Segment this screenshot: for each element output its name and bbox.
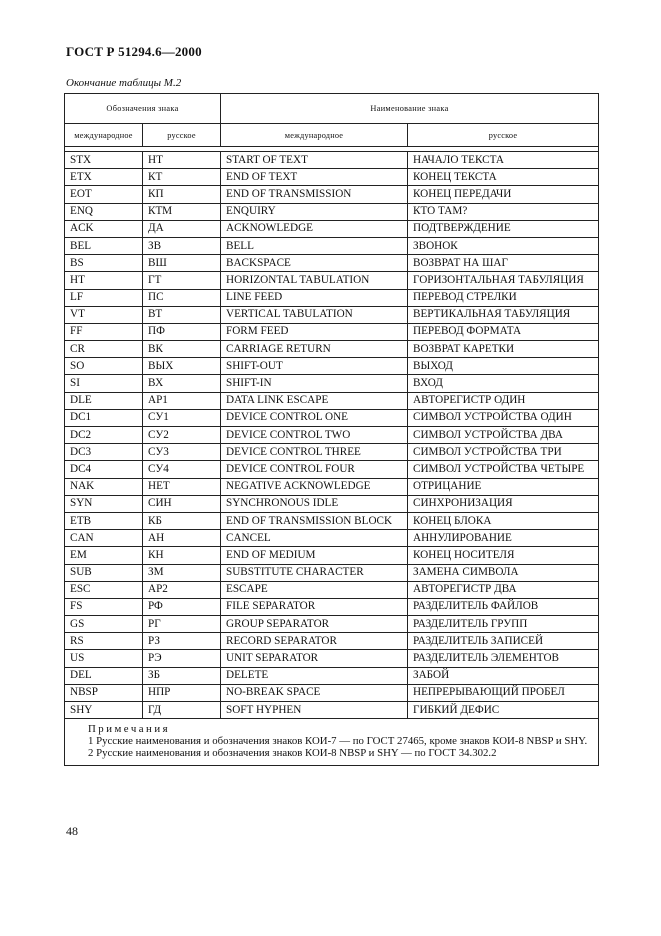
- table-row: [65, 461, 599, 478]
- note-item-2: 2 Русские наименования и обозначения знаков КОИ-8 NBSP и SHY — по ГОСТ 34.302.2: [88, 747, 497, 760]
- table-row: [65, 409, 599, 426]
- intl-name-cell: DEVICE CONTROL FOUR: [221, 461, 408, 478]
- intl-name-cell: ENQUIRY: [221, 203, 408, 220]
- ru-designation-cell: ПС: [143, 289, 221, 306]
- table-row: [65, 512, 599, 529]
- ru-designation-cell: КТ: [143, 169, 221, 186]
- ru-name-header: русское: [408, 124, 599, 147]
- table-row: [65, 392, 599, 409]
- ru-designation-cell: СУ1: [143, 409, 221, 426]
- ru-name-cell: ПЕРЕВОД СТРЕЛКИ: [408, 289, 599, 306]
- table-row: [65, 306, 599, 323]
- intl-name-cell: UNIT SEPARATOR: [221, 650, 408, 667]
- intl-designation-cell: ENQ: [65, 203, 143, 220]
- intl-name-cell: CARRIAGE RETURN: [221, 341, 408, 358]
- intl-designation-cell: BS: [65, 255, 143, 272]
- ru-name-cell: ГИБКИЙ ДЕФИС: [408, 702, 599, 719]
- intl-designation-header: международное: [65, 124, 143, 147]
- intl-name-cell: NEGATIVE ACKNOWLEDGE: [221, 478, 408, 495]
- ru-name-cell: КОНЕЦ БЛОКА: [408, 512, 599, 529]
- intl-name-cell: SOFT HYPHEN: [221, 702, 408, 719]
- table-row: [65, 684, 599, 701]
- document-header: ГОСТ Р 51294.6—2000: [66, 44, 202, 59]
- intl-designation-cell: ESC: [65, 581, 143, 598]
- ru-name-cell: СИМВОЛ УСТРОЙСТВА ОДИН: [408, 409, 599, 426]
- intl-designation-cell: US: [65, 650, 143, 667]
- intl-designation-cell: ETX: [65, 169, 143, 186]
- ru-name-cell: КОНЕЦ НОСИТЕЛЯ: [408, 547, 599, 564]
- intl-name-header: международное: [221, 124, 408, 147]
- ru-designation-cell: НТ: [143, 152, 221, 169]
- ru-designation-cell: НЕТ: [143, 478, 221, 495]
- ru-name-cell: НАЧАЛО ТЕКСТА: [408, 152, 599, 169]
- intl-designation-cell: CR: [65, 341, 143, 358]
- intl-designation-cell: SUB: [65, 564, 143, 581]
- ru-designation-cell: КТМ: [143, 203, 221, 220]
- intl-name-cell: FORM FEED: [221, 323, 408, 340]
- table-group-header-row: [65, 94, 599, 124]
- table-row: [65, 169, 599, 186]
- table-row: [65, 341, 599, 358]
- intl-name-cell: BELL: [221, 237, 408, 254]
- table-row: [65, 323, 599, 340]
- intl-designation-cell: VT: [65, 306, 143, 323]
- intl-name-cell: DELETE: [221, 667, 408, 684]
- table-row: [65, 152, 599, 169]
- ru-name-cell: РАЗДЕЛИТЕЛЬ ЗАПИСЕЙ: [408, 633, 599, 650]
- intl-designation-cell: RS: [65, 633, 143, 650]
- table-row: [65, 598, 599, 615]
- ru-name-cell: ЗВОНОК: [408, 237, 599, 254]
- intl-name-cell: SHIFT-IN: [221, 375, 408, 392]
- ru-designation-cell: СИН: [143, 495, 221, 512]
- intl-name-cell: DEVICE CONTROL THREE: [221, 444, 408, 461]
- table-row: [65, 478, 599, 495]
- intl-designation-cell: SHY: [65, 702, 143, 719]
- name-group-header: Наименование знака: [221, 94, 599, 124]
- table-row: [65, 255, 599, 272]
- intl-name-cell: END OF TEXT: [221, 169, 408, 186]
- notes-title: Примечания: [88, 723, 171, 736]
- intl-designation-cell: FS: [65, 598, 143, 615]
- table-subheader-row: [65, 124, 599, 147]
- ru-name-cell: КОНЕЦ ПЕРЕДАЧИ: [408, 186, 599, 203]
- ru-designation-cell: ДА: [143, 220, 221, 237]
- intl-name-cell: NO-BREAK SPACE: [221, 684, 408, 701]
- intl-designation-cell: ETB: [65, 512, 143, 529]
- intl-designation-cell: DC3: [65, 444, 143, 461]
- intl-designation-cell: FF: [65, 323, 143, 340]
- intl-name-cell: START OF TEXT: [221, 152, 408, 169]
- ru-designation-cell: ВХ: [143, 375, 221, 392]
- ru-designation-cell: СУ3: [143, 444, 221, 461]
- intl-name-cell: LINE FEED: [221, 289, 408, 306]
- ru-name-cell: ВЫХОД: [408, 358, 599, 375]
- intl-designation-cell: SYN: [65, 495, 143, 512]
- table-row: [65, 289, 599, 306]
- intl-designation-cell: DC1: [65, 409, 143, 426]
- intl-name-cell: FILE SEPARATOR: [221, 598, 408, 615]
- table-row: [65, 444, 599, 461]
- intl-name-cell: END OF TRANSMISSION BLOCK: [221, 512, 408, 529]
- notes-cell: [65, 719, 599, 766]
- ru-designation-cell: АН: [143, 530, 221, 547]
- intl-name-cell: SUBSTITUTE CHARACTER: [221, 564, 408, 581]
- intl-name-cell: END OF MEDIUM: [221, 547, 408, 564]
- intl-designation-cell: EM: [65, 547, 143, 564]
- ru-name-cell: РАЗДЕЛИТЕЛЬ ФАЙЛОВ: [408, 598, 599, 615]
- table-row: [65, 375, 599, 392]
- intl-name-cell: DATA LINK ESCAPE: [221, 392, 408, 409]
- ru-designation-cell: ВЫХ: [143, 358, 221, 375]
- ru-designation-cell: ЗБ: [143, 667, 221, 684]
- ru-name-cell: ЗАБОЙ: [408, 667, 599, 684]
- table-caption: Окончание таблицы М.2: [66, 77, 182, 89]
- table-row: [65, 237, 599, 254]
- intl-designation-cell: NAK: [65, 478, 143, 495]
- ru-designation-cell: СУ4: [143, 461, 221, 478]
- ru-designation-cell: КБ: [143, 512, 221, 529]
- character-table: [64, 93, 599, 766]
- intl-name-cell: DEVICE CONTROL ONE: [221, 409, 408, 426]
- intl-designation-cell: SO: [65, 358, 143, 375]
- ru-designation-cell: НПР: [143, 684, 221, 701]
- intl-designation-cell: CAN: [65, 530, 143, 547]
- note-item-1: 1 Русские наименования и обозначения знаков КОИ-7 — по ГОСТ 27465, кроме знаков КОИ-8 NBSP и SHY.: [88, 735, 588, 748]
- table-row: [65, 702, 599, 719]
- intl-name-cell: ESCAPE: [221, 581, 408, 598]
- intl-name-cell: GROUP SEPARATOR: [221, 616, 408, 633]
- intl-designation-cell: DC2: [65, 427, 143, 444]
- ru-name-cell: НЕПРЕРЫВАЮЩИЙ ПРОБЕЛ: [408, 684, 599, 701]
- intl-designation-cell: DC4: [65, 461, 143, 478]
- ru-name-cell: ПЕРЕВОД ФОРМАТА: [408, 323, 599, 340]
- ru-name-cell: СИМВОЛ УСТРОЙСТВА ДВА: [408, 427, 599, 444]
- ru-name-cell: СИНХРОНИЗАЦИЯ: [408, 495, 599, 512]
- ru-designation-cell: РФ: [143, 598, 221, 615]
- table-row: [65, 633, 599, 650]
- table-row: [65, 186, 599, 203]
- ru-designation-cell: КН: [143, 547, 221, 564]
- table-row: [65, 650, 599, 667]
- ru-name-cell: ОТРИЦАНИЕ: [408, 478, 599, 495]
- ru-name-cell: РАЗДЕЛИТЕЛЬ ГРУПП: [408, 616, 599, 633]
- ru-name-cell: РАЗДЕЛИТЕЛЬ ЭЛЕМЕНТОВ: [408, 650, 599, 667]
- ru-designation-cell: ЗВ: [143, 237, 221, 254]
- intl-name-cell: END OF TRANSMISSION: [221, 186, 408, 203]
- ru-designation-cell: ВК: [143, 341, 221, 358]
- ru-name-cell: ВОЗВРАТ КАРЕТКИ: [408, 341, 599, 358]
- intl-name-cell: VERTICAL TABULATION: [221, 306, 408, 323]
- ru-designation-cell: РГ: [143, 616, 221, 633]
- ru-name-cell: ВЕРТИКАЛЬНАЯ ТАБУЛЯЦИЯ: [408, 306, 599, 323]
- intl-designation-cell: HT: [65, 272, 143, 289]
- intl-designation-cell: LF: [65, 289, 143, 306]
- intl-name-cell: CANCEL: [221, 530, 408, 547]
- ru-name-cell: КТО ТАМ?: [408, 203, 599, 220]
- table-row: [65, 564, 599, 581]
- ru-name-cell: СИМВОЛ УСТРОЙСТВА ЧЕТЫРЕ: [408, 461, 599, 478]
- intl-designation-cell: SI: [65, 375, 143, 392]
- table-row: [65, 495, 599, 512]
- table-row: [65, 272, 599, 289]
- intl-designation-cell: EOT: [65, 186, 143, 203]
- ru-designation-header: русское: [143, 124, 221, 147]
- ru-name-cell: ГОРИЗОНТАЛЬНАЯ ТАБУЛЯЦИЯ: [408, 272, 599, 289]
- ru-designation-cell: АР2: [143, 581, 221, 598]
- table-row: [65, 358, 599, 375]
- intl-name-cell: SHIFT-OUT: [221, 358, 408, 375]
- intl-name-cell: HORIZONTAL TABULATION: [221, 272, 408, 289]
- intl-designation-cell: NBSP: [65, 684, 143, 701]
- ru-name-cell: ВОЗВРАТ НА ШАГ: [408, 255, 599, 272]
- ru-name-cell: СИМВОЛ УСТРОЙСТВА ТРИ: [408, 444, 599, 461]
- table-row: [65, 547, 599, 564]
- table-row: [65, 616, 599, 633]
- intl-name-cell: RECORD SEPARATOR: [221, 633, 408, 650]
- intl-name-cell: BACKSPACE: [221, 255, 408, 272]
- ru-designation-cell: ЗМ: [143, 564, 221, 581]
- page-number: 48: [66, 824, 78, 838]
- ru-name-cell: АВТОРЕГИСТР ОДИН: [408, 392, 599, 409]
- ru-designation-cell: КП: [143, 186, 221, 203]
- ru-designation-cell: РЗ: [143, 633, 221, 650]
- ru-designation-cell: СУ2: [143, 427, 221, 444]
- ru-name-cell: ПОДТВЕРЖДЕНИЕ: [408, 220, 599, 237]
- ru-designation-cell: ВШ: [143, 255, 221, 272]
- designation-group-header: Обозначения знака: [65, 94, 221, 124]
- ru-designation-cell: ПФ: [143, 323, 221, 340]
- table-row: [65, 667, 599, 684]
- table-row: [65, 581, 599, 598]
- intl-name-cell: DEVICE CONTROL TWO: [221, 427, 408, 444]
- ru-name-cell: ЗАМЕНА СИМВОЛА: [408, 564, 599, 581]
- notes-row: [65, 719, 599, 766]
- ru-designation-cell: ВТ: [143, 306, 221, 323]
- intl-designation-cell: STX: [65, 152, 143, 169]
- ru-name-cell: АННУЛИРОВАНИЕ: [408, 530, 599, 547]
- table-row: [65, 203, 599, 220]
- intl-designation-cell: DEL: [65, 667, 143, 684]
- intl-designation-cell: DLE: [65, 392, 143, 409]
- intl-designation-cell: ACK: [65, 220, 143, 237]
- table-row: [65, 427, 599, 444]
- table-row: [65, 220, 599, 237]
- ru-designation-cell: АР1: [143, 392, 221, 409]
- table-row: [65, 530, 599, 547]
- ru-designation-cell: ГД: [143, 702, 221, 719]
- ru-name-cell: КОНЕЦ ТЕКСТА: [408, 169, 599, 186]
- intl-designation-cell: GS: [65, 616, 143, 633]
- ru-name-cell: ВХОД: [408, 375, 599, 392]
- ru-designation-cell: РЭ: [143, 650, 221, 667]
- intl-name-cell: ACKNOWLEDGE: [221, 220, 408, 237]
- ru-designation-cell: ГТ: [143, 272, 221, 289]
- ru-name-cell: АВТОРЕГИСТР ДВА: [408, 581, 599, 598]
- intl-name-cell: SYNCHRONOUS IDLE: [221, 495, 408, 512]
- intl-designation-cell: BEL: [65, 237, 143, 254]
